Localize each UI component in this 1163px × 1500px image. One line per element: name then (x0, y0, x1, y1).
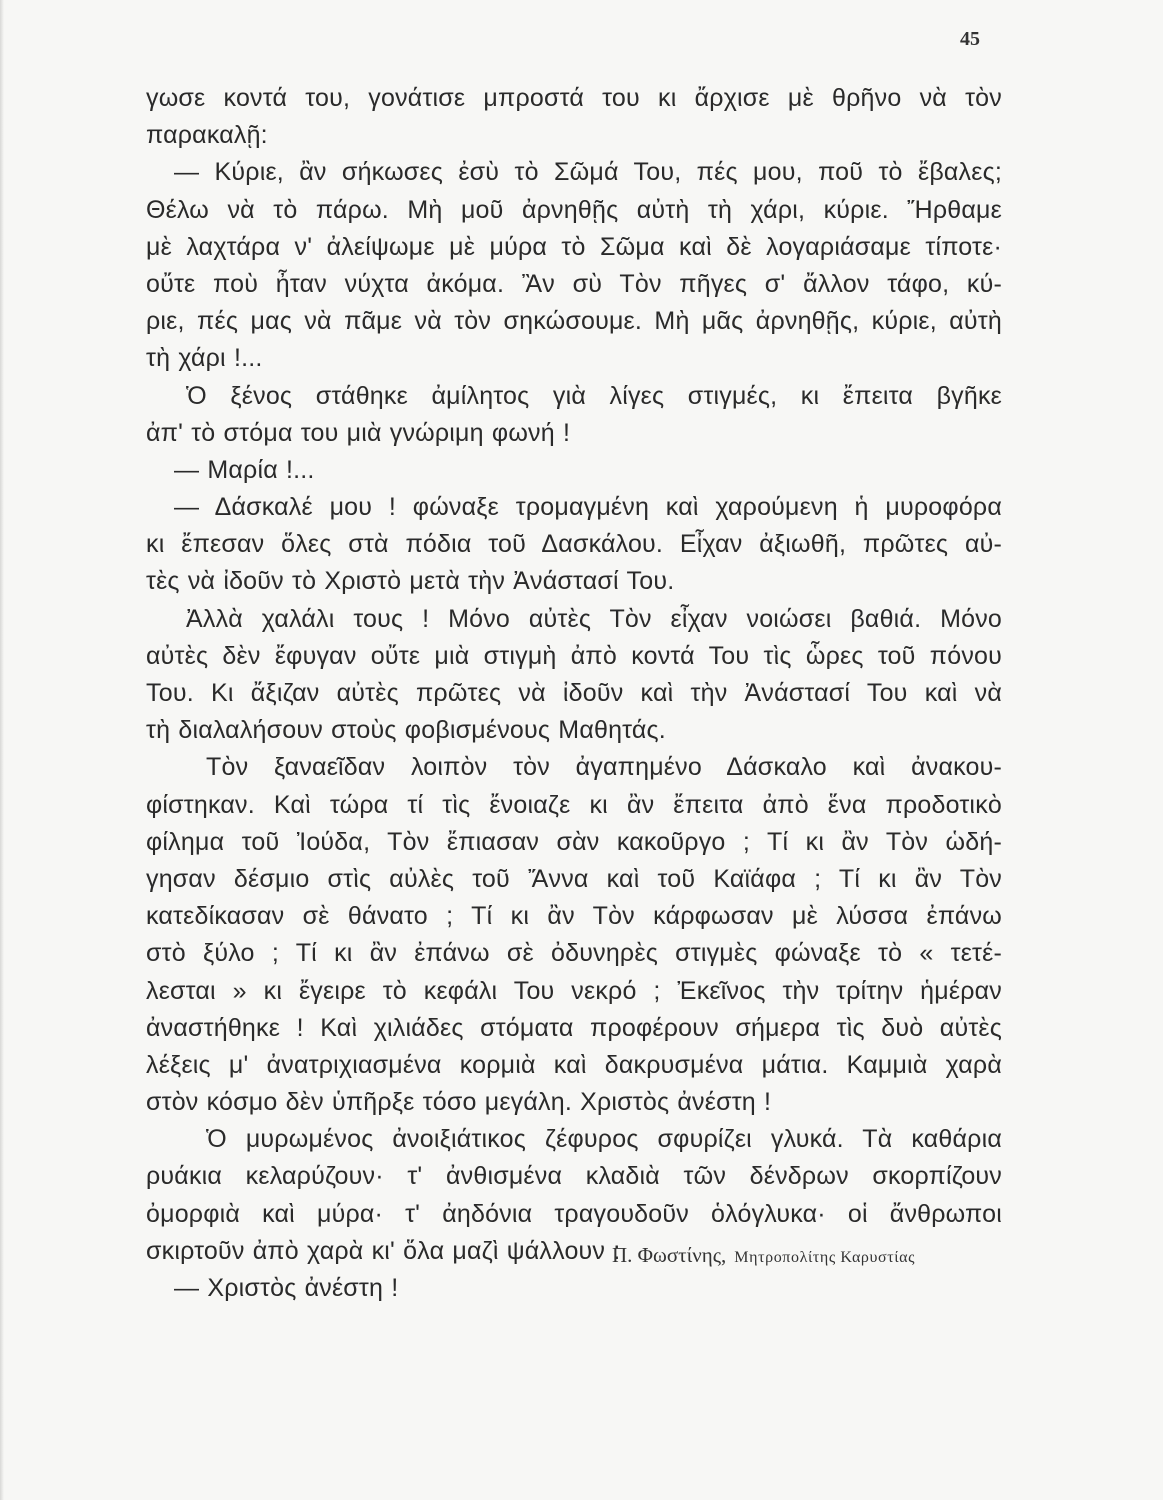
text-line: ὀμορφιὰ καὶ μύρα· τ' ἀηδόνια τραγουδοῦν ὁλόγλυκα· οἱ ἄνθρωποι (146, 1199, 1002, 1228)
text-line: Του. Κι ἄξιζαν αὐτὲς πρῶτες νὰ ἰδοῦν καὶ τὴν Ἀνάστασί Του καὶ νὰ (146, 679, 1002, 707)
text-line: παρακαλῇ: (146, 121, 268, 150)
text-line: — Χριστὸς ἀνέστη ! (174, 1274, 399, 1302)
signature-title: Μητροπολίτης Καρυστίας (734, 1249, 916, 1266)
text-line: Ὁ μυρωμένος ἀνοιξιάτικος ζέφυρος σφυρίζει γλυκά. Τὰ καθάρια (206, 1125, 1002, 1154)
text-line: Ὁ ξένος στάθηκε ἀμίλητος γιὰ λίγες στιγμές, κι ἔπειτα βγῆκε (186, 381, 1002, 410)
text-line: τὴ διαλαλήσουν στοὺς φοβισμένους Μαθητάς. (146, 716, 666, 745)
text-line: — Κύριε, ἂν σήκωσες ἐσὺ τὸ Σῶμά Του, πές μου, ποῦ τὸ ἔβαλες; (174, 158, 1002, 187)
text-line: Ἀλλὰ χαλάλι τους ! Μόνο αὐτὲς Τὸν εἶχαν νοιώσει βαθιά. Μόνο (186, 604, 1002, 633)
text-line: γησαν δέσμιο στὶς αὐλὲς τοῦ Ἄννα καὶ τοῦ Καϊάφα ; Τί κι ἂν Τὸν (146, 864, 1002, 893)
text-line: λέξεις μ' ἀνατριχιασμένα κορμιὰ καὶ δακρυσμένα μάτια. Καμμιὰ χαρὰ (146, 1050, 1002, 1079)
text-line: γωσε κοντά του, γονάτισε μπροστά του κι ἄρχισε μὲ θρῆνο νὰ τὸν (146, 84, 1002, 112)
text-line: φίλημα τοῦ Ἰούδα, Τὸν ἔπιασαν σὰν κακοῦργο ; Τί κι ἂν Τὸν ὡδή- (146, 827, 1002, 856)
text-line: λεσται » κι ἔγειρε τὸ κεφάλι Του νεκρό ; Ἐκεῖνος τὴν τρίτην ἡμέραν (146, 976, 1002, 1005)
text-line: κι ἔπεσαν ὅλες στὰ πόδια τοῦ Δασκάλου. Εἶχαν ἀξιωθῆ, πρῶτες αὐ- (146, 530, 1002, 559)
text-line: κατεδίκασαν σὲ θάνατο ; Τί κι ἂν Τὸν κάρφωσαν μὲ λύσσα ἐπάνω (146, 902, 1002, 931)
text-line: στὸν κόσμο δὲν ὑπῆρξε τόσο μεγάλη. Χριστὸς ἀνέστη ! (146, 1088, 772, 1117)
signature-name: Π. Φωστίνης, (612, 1243, 727, 1267)
text-line: — Μαρία !... (174, 455, 315, 484)
text-line: μὲ λαχτάρα ν' ἀλείψωμε μὲ μύρα τὸ Σῶμα καὶ δὲ λογαριάσαμε τίποτε· (146, 232, 1002, 261)
text-line: στὸ ξύλο ; Τί κι ἂν ἐπάνω σὲ ὀδυνηρὲς στιγμὲς φώναξε τὸ « τετέ- (146, 939, 1002, 968)
text-line: οὔτε ποὺ ἦταν νύχτα ἀκόμα. Ἂν σὺ Τὸν πῆγες σ' ἄλλον τάφο, κύ- (146, 269, 1002, 298)
body-text (146, 80, 1002, 1307)
text-line: σκιρτοῦν ἀπὸ χαρὰ κι' ὅλα μαζὶ ψάλλουν : (146, 1236, 621, 1265)
signature (612, 1243, 915, 1268)
scan-edge-shadow (0, 0, 4, 1500)
text-line: τὲς νὰ ἰδοῦν τὸ Χριστὸ μετὰ τὴν Ἀνάστασί Του. (146, 567, 675, 596)
text-line: φίστηκαν. Καὶ τώρα τί τὶς ἔνοιαζε κι ἂν ἔπειτα ἀπὸ ἕνα προδοτικὸ (146, 790, 1002, 819)
text-line: τὴ χάρι !... (146, 344, 263, 373)
text-line: ρυάκια κελαρύζουν· τ' ἀνθισμένα κλαδιὰ τῶν δένδρων σκορπίζουν (146, 1162, 1002, 1191)
text-line: Θέλω νὰ τὸ πάρω. Μὴ μοῦ ἀρνηθῇς αὐτὴ τὴ χάρι, κύριε. Ἤρθαμε (146, 195, 1002, 224)
text-line: Τὸν ξαναεῖδαν λοιπὸν τὸν ἀγαπημένο Δάσκαλο καὶ ἀνακου- (206, 753, 1002, 782)
text-line: — Δάσκαλέ μου ! φώναξε τρομαγμένη καὶ χαρούμενη ἡ μυροφόρα (174, 493, 1002, 522)
text-line: ριε, πές μας νὰ πᾶμε νὰ τὸν σηκώσουμε. Μὴ μᾶς ἀρνηθῇς, κύριε, αὐτὴ (146, 307, 1002, 336)
page-number: 45 (960, 28, 980, 50)
text-line: αὐτὲς δὲν ἔφυγαν οὔτε μιὰ στιγμὴ ἀπὸ κοντά Του τὶς ὧρες τοῦ πόνου (146, 641, 1002, 670)
text-line: ἀπ' τὸ στόμα του μιὰ γνώριμη φωνή ! (146, 418, 571, 447)
text-line: ἀναστήθηκε ! Καὶ χιλιάδες στόματα προφέρουν σήμερα τὶς δυὸ αὐτὲς (146, 1013, 1002, 1042)
